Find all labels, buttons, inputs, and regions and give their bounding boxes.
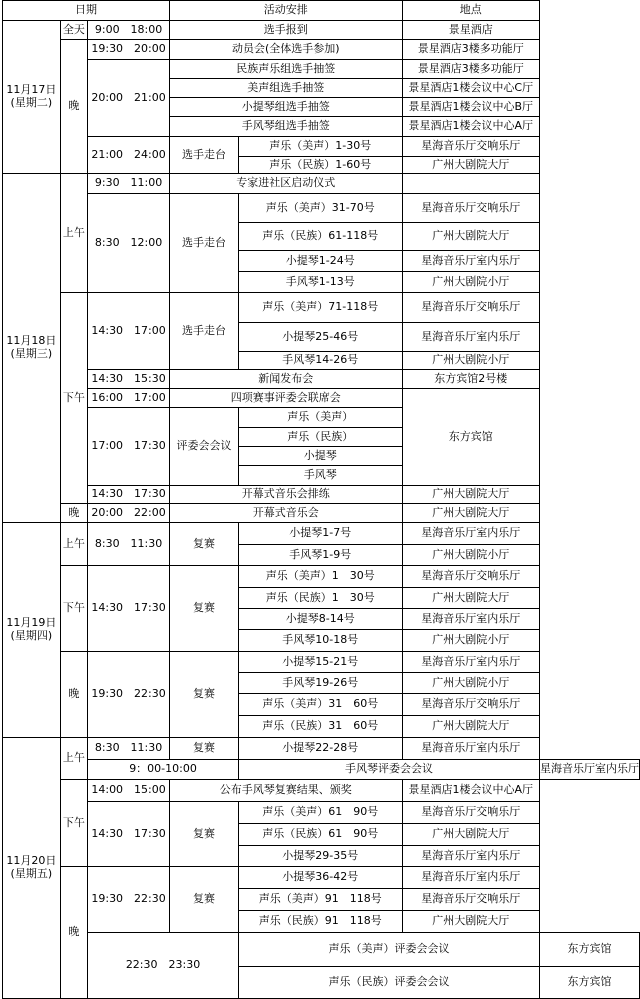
period-cell: 晚	[60, 40, 87, 174]
time-cell: 14:30 17:30	[88, 486, 170, 504]
time-cell: 16:00 17:00	[88, 389, 170, 408]
schedule-row	[3, 780, 640, 802]
date-cell	[3, 174, 61, 523]
location-cell: 景星酒店1楼会议中心C厅	[402, 79, 539, 98]
location-cell: 广州大剧院大厅	[402, 588, 539, 609]
detail-cell: 声乐（民族）	[238, 428, 402, 447]
location-cell: 景星酒店1楼会议中心A厅	[402, 117, 539, 137]
header-date: 日期	[3, 1, 170, 21]
location-cell	[402, 174, 539, 194]
period-cell: 下午	[60, 293, 87, 504]
location-cell: 景星酒店1楼会议中心A厅	[402, 780, 539, 802]
time-cell: 14:00 15:00	[88, 780, 170, 802]
schedule-row	[3, 137, 640, 157]
schedule-row	[3, 738, 640, 760]
period-cell: 上午	[60, 174, 87, 293]
event-cell: 声乐（民族）评委会会议	[238, 967, 539, 999]
event-cell: 声乐（美声）评委会会议	[238, 933, 539, 967]
event-cell: 动员会(全体选手参加)	[170, 40, 403, 60]
weekday-label: (星期三)	[10, 347, 53, 360]
location-cell: 星海音乐厅室内乐厅	[402, 323, 539, 352]
period-cell: 上午	[60, 738, 87, 780]
event-cell: 开幕式音乐会排练	[170, 486, 403, 504]
schedule-row	[3, 40, 640, 60]
location-cell: 广州大剧院大厅	[402, 223, 539, 251]
schedule-row	[3, 566, 640, 588]
location-cell: 星海音乐厅交响乐厅	[402, 889, 539, 911]
schedule-row	[3, 60, 640, 79]
event-cell: 手风琴组选手抽签	[170, 117, 403, 137]
session-cell: 复赛	[170, 566, 239, 652]
date-label: 11月17日	[6, 83, 57, 97]
time-cell: 20:00 21:00	[88, 60, 170, 137]
detail-cell: 小提琴8-14号	[238, 609, 402, 630]
detail-cell: 声乐（美声）61 90号	[238, 802, 402, 824]
time-cell: 22:30 23:30	[88, 933, 239, 999]
date-cell	[3, 21, 61, 174]
period-cell: 晚	[60, 504, 87, 523]
schedule-row	[3, 486, 640, 504]
detail-cell: 声乐（美声）31-70号	[238, 194, 402, 223]
detail-cell: 声乐（民族）61-118号	[238, 223, 402, 251]
event-cell: 美声组选手抽签	[170, 79, 403, 98]
location-cell: 广州大剧院小厅	[402, 352, 539, 370]
location-cell: 星海音乐厅交响乐厅	[402, 293, 539, 323]
location-cell: 星海音乐厅室内乐厅	[540, 760, 640, 780]
location-cell: 星海音乐厅室内乐厅	[402, 609, 539, 630]
date-cell	[3, 523, 61, 738]
session-cell: 复赛	[170, 867, 239, 933]
location-cell: 广州大剧院大厅	[402, 911, 539, 933]
session-cell: 选手走台	[170, 137, 239, 174]
detail-cell: 手风琴1-9号	[238, 545, 402, 566]
event-cell: 手风琴评委会会议	[238, 760, 539, 780]
detail-cell: 手风琴1-13号	[238, 272, 402, 293]
detail-cell: 声乐（美声）1 30号	[238, 566, 402, 588]
location-cell: 星海音乐厅室内乐厅	[402, 652, 539, 673]
time-cell: 9：00-10:00	[88, 760, 239, 780]
period-cell: 下午	[60, 566, 87, 652]
time-cell: 14:30 15:30	[88, 370, 170, 389]
detail-cell: 声乐（美声）1-30号	[238, 137, 402, 157]
location-cell: 广州大剧院大厅	[402, 716, 539, 738]
time-cell: 14:30 17:30	[88, 802, 170, 867]
schedule-row	[3, 194, 640, 223]
period-cell: 全天	[60, 21, 87, 40]
header-activity: 活动安排	[170, 1, 403, 21]
weekday-label: (星期五)	[10, 867, 53, 880]
event-cell: 专家进社区启动仪式	[170, 174, 403, 194]
period-cell: 晚	[60, 867, 87, 999]
date-label: 11月20日	[6, 854, 57, 868]
time-cell: 9:00 18:00	[88, 21, 170, 40]
detail-cell: 小提琴15-21号	[238, 652, 402, 673]
detail-cell: 声乐（民族）1-60号	[238, 157, 402, 174]
detail-cell: 小提琴36-42号	[238, 867, 402, 889]
time-cell: 8:30 12:00	[88, 194, 170, 293]
location-cell: 星海音乐厅交响乐厅	[402, 194, 539, 223]
detail-cell: 声乐（美声）31 60号	[238, 694, 402, 716]
period-cell: 下午	[60, 780, 87, 867]
detail-cell: 小提琴	[238, 447, 402, 466]
location-cell: 星海音乐厅室内乐厅	[402, 523, 539, 545]
event-cell: 新闻发布会	[170, 370, 403, 389]
detail-cell: 小提琴1-7号	[238, 523, 402, 545]
weekday-label: (星期二)	[10, 96, 53, 109]
time-cell: 19:30 22:30	[88, 652, 170, 738]
location-cell: 星海音乐厅室内乐厅	[402, 867, 539, 889]
location-cell: 广州大剧院小厅	[402, 673, 539, 694]
schedule-row	[3, 370, 640, 389]
location-cell: 景星酒店	[402, 21, 539, 40]
event-cell: 民族声乐组选手抽签	[170, 60, 403, 79]
time-cell: 21:00 24:00	[88, 137, 170, 174]
schedule-row	[3, 408, 640, 428]
detail-cell: 声乐（民族）91 118号	[238, 911, 402, 933]
detail-cell: 声乐（美声）71-118号	[238, 293, 402, 323]
time-cell: 19:30 20:00	[88, 40, 170, 60]
detail-cell: 声乐（美声）	[238, 408, 402, 428]
schedule-row	[3, 760, 640, 780]
detail-cell: 小提琴22-28号	[238, 738, 402, 760]
session-cell: 复赛	[170, 802, 239, 867]
date-cell	[3, 738, 61, 999]
location-cell: 东方宾馆2号楼	[402, 370, 539, 389]
schedule-row	[3, 21, 640, 40]
date-label: 11月19日	[6, 616, 57, 630]
schedule-row	[3, 802, 640, 824]
location-cell: 星海音乐厅交响乐厅	[402, 137, 539, 157]
location-cell: 星海音乐厅室内乐厅	[402, 251, 539, 272]
location-cell: 广州大剧院小厅	[402, 272, 539, 293]
time-cell: 19:30 22:30	[88, 867, 170, 933]
schedule-table	[2, 0, 640, 999]
date-label: 11月18日	[6, 334, 57, 348]
location-cell: 东方宾馆	[540, 967, 640, 999]
session-cell: 复赛	[170, 652, 239, 738]
schedule-row	[3, 504, 640, 523]
event-cell: 四项赛事评委会联席会	[170, 389, 403, 408]
weekday-label: (星期四)	[10, 629, 53, 642]
time-cell: 8:30 11:30	[88, 738, 170, 760]
detail-cell: 声乐（美声）91 118号	[238, 889, 402, 911]
location-cell: 广州大剧院大厅	[402, 157, 539, 174]
time-cell: 9:30 11:00	[88, 174, 170, 194]
detail-cell: 小提琴1-24号	[238, 251, 402, 272]
schedule-row	[3, 523, 640, 545]
header-location: 地点	[402, 1, 539, 21]
schedule-row	[3, 293, 640, 323]
session-cell: 复赛	[170, 523, 239, 566]
period-cell: 上午	[60, 523, 87, 566]
location-cell: 景星酒店3楼多功能厅	[402, 60, 539, 79]
header-row	[3, 1, 640, 21]
event-cell: 选手报到	[170, 21, 403, 40]
schedule-row	[3, 389, 640, 408]
location-cell: 广州大剧院大厅	[402, 824, 539, 846]
time-cell: 14:30 17:30	[88, 566, 170, 652]
detail-cell: 手风琴10-18号	[238, 630, 402, 652]
schedule-row	[3, 867, 640, 889]
location-cell: 广州大剧院大厅	[402, 504, 539, 523]
location-cell: 东方宾馆	[402, 389, 539, 486]
session-cell: 选手走台	[170, 293, 239, 370]
schedule-row	[3, 933, 640, 967]
detail-cell: 手风琴	[238, 466, 402, 486]
time-cell: 17:00 17:30	[88, 408, 170, 486]
location-cell: 星海音乐厅室内乐厅	[402, 738, 539, 760]
time-cell: 20:00 22:00	[88, 504, 170, 523]
detail-cell: 小提琴29-35号	[238, 846, 402, 867]
detail-cell: 声乐（民族）1 30号	[238, 588, 402, 609]
location-cell: 景星酒店1楼会议中心B厅	[402, 98, 539, 117]
location-cell: 东方宾馆	[540, 933, 640, 967]
session-cell: 复赛	[170, 738, 239, 760]
location-cell: 星海音乐厅交响乐厅	[402, 802, 539, 824]
location-cell: 星海音乐厅室内乐厅	[402, 846, 539, 867]
detail-cell: 手风琴19-26号	[238, 673, 402, 694]
schedule-row	[3, 174, 640, 194]
time-cell: 14:30 17:00	[88, 293, 170, 370]
event-cell: 开幕式音乐会	[170, 504, 403, 523]
location-cell: 广州大剧院小厅	[402, 630, 539, 652]
location-cell: 星海音乐厅交响乐厅	[402, 566, 539, 588]
location-cell: 景星酒店3楼多功能厅	[402, 40, 539, 60]
time-cell: 8:30 11:30	[88, 523, 170, 566]
detail-cell: 小提琴25-46号	[238, 323, 402, 352]
detail-cell: 手风琴14-26号	[238, 352, 402, 370]
detail-cell: 声乐（民族）31 60号	[238, 716, 402, 738]
location-cell: 广州大剧院小厅	[402, 545, 539, 566]
event-cell: 公布手风琴复赛结果、颁奖	[170, 780, 403, 802]
period-cell: 晚	[60, 652, 87, 738]
event-cell: 小提琴组选手抽签	[170, 98, 403, 117]
location-cell: 广州大剧院大厅	[402, 486, 539, 504]
session-cell: 选手走台	[170, 194, 239, 293]
detail-cell: 声乐（民族）61 90号	[238, 824, 402, 846]
location-cell: 星海音乐厅交响乐厅	[402, 694, 539, 716]
session-cell: 评委会会议	[170, 408, 239, 486]
schedule-row	[3, 652, 640, 673]
